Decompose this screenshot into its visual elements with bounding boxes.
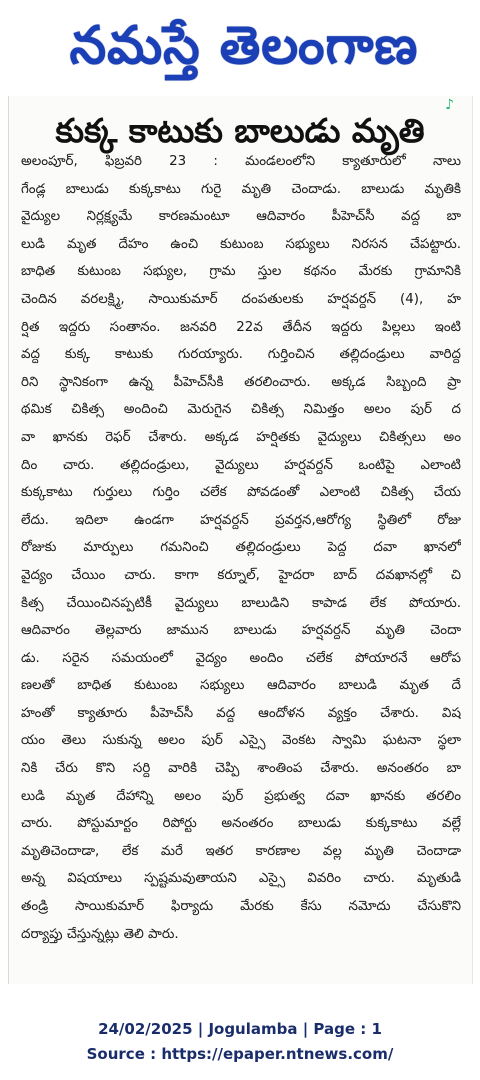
article-body-line: డు. సరైన సమయంలో వైద్యం అందిం చలేక పోయారనే ఆరోప — [21, 650, 461, 666]
article-body-line: ర్షిత ఇద్దరు సంతానం. జనవరి 22వ తేదీన ఇద్దరు పిల్లలు ఇంటి — [21, 319, 461, 335]
newspaper-logo-title: నమస్తే తెలంగాణ — [69, 16, 419, 76]
article-headline: కుక్క కాటుకు బాలుడు మృతి — [55, 111, 425, 150]
footer — [0, 1000, 480, 1070]
article-body-line: రోజుకు మార్పులు గమనించి తల్లిదండ్రులు పెద్ద దవా ఖానలో — [21, 540, 461, 556]
article-body-line: థమిక చికిత్స అందించి మెరుగైన చికిత్స నిమిత్తం అలం పుర్‌ ద — [21, 402, 461, 418]
article-body-line: అన్న విషయాలు స్పష్టమవుతాయని ఎస్సై వివరిం చారు. మృతుడి — [21, 871, 461, 887]
article-body-line: వా ఖానకు రెఫర్‌ చేశారు. అక్కడ హర్షితకు వైద్యులు చికిత్సలు అం — [21, 429, 461, 445]
article-body-line: రిని స్థానికంగా ఉన్న పీహెచ్‌సీకి తరలించారు. అక్కడ సిబ్బంది ప్రా — [21, 374, 461, 390]
article-body-line: మృతిచెందాడా, లేక మరే ఇతర కారణాల వల్ల మృతి చెందాడా — [21, 843, 461, 859]
article-body-line: హంతో క్యాతూరు పీహెచ్‌సీ వద్ద ఆందోళన వ్యక్తం చేశారు. విష — [21, 705, 461, 721]
article-body-line: గేండ్ల బాలుడు కుక్కకాటు గురై మృతి చెందాడు. బాలుడు మృతికి — [21, 181, 461, 197]
corner-mark-icon: ♪ — [445, 97, 454, 113]
article-body-line: చెందిన వరలక్ష్మి, సాయికుమార్‌ దంపతులకు హర్షవర్దన్‌ (4), హ — [21, 291, 461, 307]
article-body-line: అలంపూర్‌, ఫిబ్రవరి 23 : మండలంలోని క్యాతూరులో నాలు — [21, 154, 461, 169]
article-clipping — [8, 96, 473, 984]
masthead — [0, 0, 480, 92]
article-body-line: వైద్యం చేయిం చారు. కాగా కర్నూల్‌, హైదరా బాద్‌ దవఖానల్లో చి — [21, 567, 461, 583]
footer-date-edition-page: 24/02/2025 | Jogulamba | Page : 1 — [98, 1020, 382, 1038]
article-body-line: ఆదివారం తెల్లవారు జామున బాలుడు హర్షవర్దన్‌ మృతి చెందా — [21, 623, 461, 639]
article-body-line: లుడి మృత దేహం ఉంచి కుటుంబ సభ్యులు నిరసన చేపట్టారు. — [21, 236, 461, 252]
article-body-line: తండ్రి సాయికుమార్‌ ఫిర్యాదు మేరకు కేసు నమోదు చేసుకొని — [21, 899, 461, 915]
article-body-line: దర్యాప్తు చేస్తున్నట్లు తెలి పారు. — [21, 926, 179, 942]
article-body-line: యం తెలు సుకున్న అలం పుర్‌ ఎస్సై వెంకట స్వామి ఘటనా స్థలా — [21, 733, 461, 749]
article-body — [21, 148, 461, 948]
article-body-line: దిం చారు. తల్లిదండ్రులు, వైద్యులు హర్షవర్దన్‌ ఒంటిపై ఎలాంటి — [21, 457, 461, 473]
article-body-line: లేదు. ఇదిలా ఉండగా హర్షవర్దన్‌ ప్రవర్తన,ఆరోగ్య స్థితిలో రోజు — [21, 512, 461, 528]
article-body-line: వైద్యుల నిర్లక్ష్యమే కారణమంటూ ఆదివారం పీహెచ్‌సీ వద్ద బా — [21, 209, 461, 225]
article-body-line: కుక్కకాటు గుర్తులు గుర్తిం చలేక పోవడంతో ఎలాంటి చికిత్స చేయ — [21, 485, 461, 501]
article-body-line: కిత్స చేయించినప్పటికీ వైద్యులు బాలుడిని కాపాడ లేక పోయారు. — [21, 595, 461, 611]
article-body-line: లుడి మృత దేహాన్ని అలం పుర్‌ ప్రభుత్వ దవా ఖానకు తరలిం — [21, 788, 461, 804]
article-body-line: బాధిత కుటుంబ సభ్యుల, గ్రామ స్తుల కథనం మేరకు గ్రామానికి — [21, 264, 461, 280]
article-body-line: నికి చేరు కొని సర్ది వారికి చెప్పి శాంతింప చేశారు. అనంతరం బా — [21, 761, 461, 777]
footer-source-link[interactable]: Source : https://epaper.ntnews.com/ — [86, 1045, 394, 1063]
article-body-line: ణలతో బాధిత కుటుంబ సభ్యులు ఆదివారం బాలుడి మృత దే — [21, 678, 461, 694]
article-body-line: చారు. పోస్టుమార్టం రిపోర్టు అనంతరం బాలుడు కుక్కకాటు వల్లే — [21, 816, 461, 832]
article-body-line: వద్ద కుక్క కాటుకు గురయ్యారు. గుర్తించిన తల్లిదండ్రులు వారిద్ద — [21, 347, 461, 363]
